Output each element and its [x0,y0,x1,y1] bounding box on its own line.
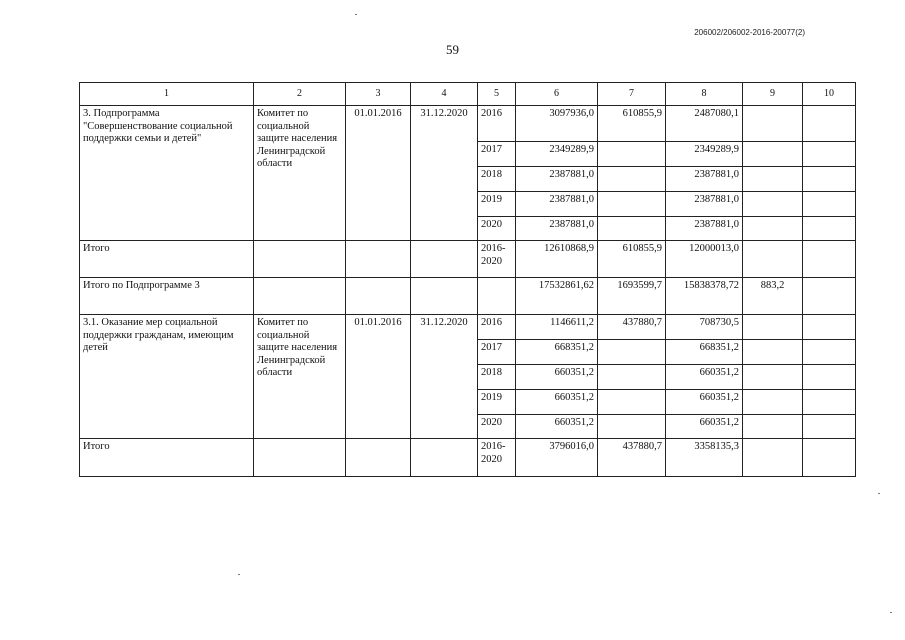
year-cell: 2019 [478,192,516,217]
period-cell: 2016-2020 [478,241,516,278]
regional-cell: 2387881,0 [666,192,743,217]
executor-cell: Комитет по социальной защите населения Ленинградской области [254,106,346,241]
col9-cell [743,340,803,365]
column-header: 7 [598,83,666,106]
total-cell: 668351,2 [516,340,598,365]
year-cell: 2016 [478,106,516,142]
col10-cell [803,315,856,340]
subprogram-name-cell: 3. Подпрограмма "Совершенствование социальной поддержки семьи и детей" [80,106,254,241]
regional-cell: 15838378,72 [666,278,743,315]
total-cell: 3796016,0 [516,439,598,477]
year-cell: 2020 [478,217,516,241]
empty-cell [346,439,411,477]
regional-cell: 2349289,9 [666,142,743,167]
start-date-cell: 01.01.2016 [346,106,411,241]
federal-cell: 1693599,7 [598,278,666,315]
federal-cell [598,415,666,439]
year-cell: 2019 [478,390,516,415]
col10-cell [803,106,856,142]
column-header: 4 [411,83,478,106]
itogo-row [80,241,856,278]
total-cell: 660351,2 [516,390,598,415]
regional-cell: 660351,2 [666,365,743,390]
page-number: 59 [446,42,459,57]
col9-cell [743,142,803,167]
col10-cell [803,278,856,315]
column-header: 3 [346,83,411,106]
empty-cell [254,439,346,477]
regional-cell: 660351,2 [666,390,743,415]
period-cell: 2016-2020 [478,439,516,477]
empty-cell [478,278,516,315]
total-cell: 12610868,9 [516,241,598,278]
year-cell: 2018 [478,167,516,192]
scan-speck [890,612,892,613]
col10-cell [803,167,856,192]
regional-cell: 668351,2 [666,340,743,365]
col9-cell [743,315,803,340]
column-header: 1 [80,83,254,106]
end-date-cell: 31.12.2020 [411,106,478,241]
col9-cell [743,167,803,192]
col10-cell [803,192,856,217]
col10-cell [803,241,856,278]
table-row [80,106,856,142]
empty-cell [411,241,478,278]
col10-cell [803,415,856,439]
subprogram-total-row [80,278,856,315]
itogo-label: Итого [80,241,254,278]
itogo-label: Итого [80,439,254,477]
col9-cell [743,192,803,217]
scan-speck [355,14,357,15]
column-header: 2 [254,83,346,106]
total-cell: 2387881,0 [516,167,598,192]
subprogram-total-label: Итого по Подпрограмме 3 [80,278,254,315]
federal-cell [598,365,666,390]
col9-cell [743,439,803,477]
empty-cell [254,278,346,315]
executor-cell: Комитет по социальной защите населения Ленинградской области [254,315,346,439]
regional-cell: 660351,2 [666,415,743,439]
col9-cell [743,415,803,439]
total-cell: 660351,2 [516,415,598,439]
regional-cell: 12000013,0 [666,241,743,278]
empty-cell [254,241,346,278]
total-cell: 2387881,0 [516,192,598,217]
regional-cell: 708730,5 [666,315,743,340]
column-header: 9 [743,83,803,106]
col10-cell [803,365,856,390]
column-header: 8 [666,83,743,106]
regional-cell: 2487080,1 [666,106,743,142]
year-cell: 2020 [478,415,516,439]
col9-cell [743,390,803,415]
federal-cell: 437880,7 [598,315,666,340]
federal-cell: 610855,9 [598,106,666,142]
federal-cell [598,390,666,415]
total-cell: 3097936,0 [516,106,598,142]
regional-cell: 3358135,3 [666,439,743,477]
col9-cell [743,106,803,142]
empty-cell [346,241,411,278]
col10-cell [803,217,856,241]
total-cell: 2387881,0 [516,217,598,241]
federal-cell [598,142,666,167]
year-cell: 2017 [478,142,516,167]
col10-cell [803,340,856,365]
federal-cell: 437880,7 [598,439,666,477]
total-cell: 2349289,9 [516,142,598,167]
total-cell: 1146611,2 [516,315,598,340]
end-date-cell: 31.12.2020 [411,315,478,439]
regional-cell: 2387881,0 [666,217,743,241]
col9-cell [743,365,803,390]
col10-cell [803,142,856,167]
scan-speck [878,493,880,494]
year-cell: 2017 [478,340,516,365]
col9-cell [743,217,803,241]
itogo-row [80,439,856,477]
column-header: 5 [478,83,516,106]
scan-speck [238,574,240,575]
empty-cell [411,439,478,477]
col9-cell: 883,2 [743,278,803,315]
column-numbers-row [80,83,856,106]
federal-cell [598,167,666,192]
column-header: 10 [803,83,856,106]
event-name-cell: 3.1. Оказание мер социальной поддержки гражданам, имеющим детей [80,315,254,439]
year-cell: 2016 [478,315,516,340]
federal-cell [598,340,666,365]
program-funding-table [79,82,856,477]
total-cell: 660351,2 [516,365,598,390]
column-header: 6 [516,83,598,106]
total-cell: 17532861,62 [516,278,598,315]
col10-cell [803,439,856,477]
table-row [80,315,856,340]
empty-cell [346,278,411,315]
col9-cell [743,241,803,278]
empty-cell [411,278,478,315]
year-cell: 2018 [478,365,516,390]
regional-cell: 2387881,0 [666,167,743,192]
federal-cell: 610855,9 [598,241,666,278]
document-id: 206002/206002-2016-20077(2) [694,28,805,37]
col10-cell [803,390,856,415]
start-date-cell: 01.01.2016 [346,315,411,439]
federal-cell [598,192,666,217]
federal-cell [598,217,666,241]
